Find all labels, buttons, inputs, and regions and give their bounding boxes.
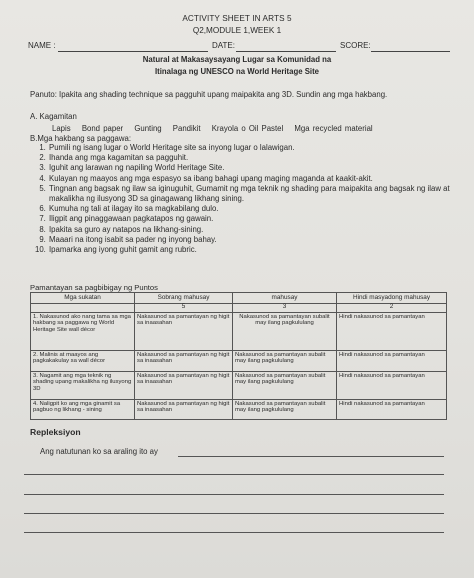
rubric-table [30, 292, 447, 420]
table-row [31, 312, 447, 350]
name-field-line[interactable] [58, 51, 208, 52]
rubric-cell: Hindi nakasunod sa pamantayan [337, 371, 447, 399]
rubric-criterion: 1. Nakasunod ako nang tama sa mga hakbang sa paggawa ng World Heritage Site wall décor [31, 312, 135, 350]
section-a-label: A. Kagamitan [30, 112, 77, 121]
reflection-heading: Repleksiyon [30, 427, 81, 437]
sheet-subtitle: Q2,MODULE 1,WEEK 1 [192, 26, 282, 35]
reflection-prompt: Ang natutunan ko sa araling ito ay [40, 447, 158, 456]
date-label: DATE: [212, 41, 235, 50]
answer-line[interactable] [24, 532, 444, 533]
rubric-cell: Hindi nakasunod sa pamantayan [337, 312, 447, 350]
step-item: 1. Pumili ng isang lugar o World Heritage site sa inyong lugar o lalawigan. [48, 143, 474, 153]
rubric-criterion: 4. Naligpit ko ang mga ginamit sa pagbuo ng likhang - sining [31, 399, 135, 419]
rubric-points: 3 [233, 303, 337, 312]
section-b-label: B.Mga hakbang sa paggawa: [30, 134, 131, 143]
step-item: 10. Ipamarka ang iyong guhit gamit ang rubric. [48, 245, 474, 255]
rubric-cell: Hindi nakasunod sa pamantayan [337, 399, 447, 419]
material-item: Pandikit [172, 124, 201, 133]
steps-list [36, 143, 474, 255]
score-field-line[interactable] [371, 51, 450, 52]
rubric-points: 5 [135, 303, 233, 312]
topic-line-1: Natural at Makasaysayang Lugar sa Komunidad na [142, 55, 332, 64]
answer-line[interactable] [24, 513, 444, 514]
answer-line[interactable] [24, 474, 444, 475]
name-label: NAME : [28, 41, 56, 50]
answer-line[interactable] [24, 494, 444, 495]
table-row [31, 371, 447, 399]
step-item: 6. Kumuha ng tali at ilagay ito sa magkabilang dulo. [48, 204, 474, 214]
rubric-points-row [31, 303, 447, 312]
step-item: 4. Kulayan ng maayos ang mga espasyo sa ibang bahagi upang maging maganda at kaakit-akit. [48, 174, 474, 184]
material-item: Gunting [134, 124, 162, 133]
step-item: 3. Iguhit ang larawan ng napiling World Heritage Site. [48, 163, 474, 173]
rubric-header: Sobrang mahusay [135, 293, 233, 304]
rubric-header-row [31, 293, 447, 304]
date-field-line[interactable] [236, 51, 336, 52]
rubric-label: Pamantayan sa pagbibigay ng Puntos [30, 283, 158, 292]
rubric-cell: Nakasunod sa pamantayan subalit may ilang pagkululang [233, 350, 337, 371]
table-row [31, 350, 447, 371]
rubric-criterion: 3. Nagamit ang mga teknik ng shading upang makalikha ng ilusyong 3D [31, 371, 135, 399]
material-item: Bond paper [81, 124, 124, 133]
rubric-header: mahusay [233, 293, 337, 304]
answer-line[interactable] [178, 456, 444, 457]
rubric-header: Mga sukatan [31, 293, 135, 304]
score-label: SCORE: [340, 41, 371, 50]
rubric-cell: Nakasunod sa pamantayan ng higit sa inaasahan [135, 312, 233, 350]
rubric-cell: Hindi nakasunod sa pamantayan [337, 350, 447, 371]
rubric-cell: Nakasunod sa pamantayan ng higit sa inaasahan [135, 371, 233, 399]
rubric-points: 2 [337, 303, 447, 312]
step-item: 2. Ihanda ang mga kagamitan sa pagguhit. [48, 153, 474, 163]
rubric-cell: Nakasunod sa pamantayan subalit may ilang pagkululang [233, 371, 337, 399]
step-item: 5. Tingnan ang bagsak ng ilaw sa iginuguhit, Gumamit ng mga teknik ng shading para maipakita ang bagsak ng ilaw at makalikha ng ilusyong 3D sa ginagawang likhang sining. [48, 184, 474, 204]
rubric-points [31, 303, 135, 312]
materials-list [52, 124, 381, 133]
instructions: Panuto: Ipakita ang shading technique sa pagguhit upang maipakita ang 3D. Sundin ang mga hakbang. [30, 90, 388, 99]
rubric-cell: Nakasunod sa pamantayan subalit may ilang pagkululang [233, 399, 337, 419]
material-item: Mga recycled material [294, 124, 373, 133]
material-item: Lapis [52, 124, 71, 133]
rubric-cell: Nakasunod sa pamantayan subalit may ilang pagkululang [233, 312, 337, 350]
table-row [31, 399, 447, 419]
topic-line-2: Itinalaga ng UNESCO na World Heritage Site [154, 67, 320, 76]
rubric-cell: Nakasunod sa pamantayan ng higit sa inaasahan [135, 350, 233, 371]
student-info-row [28, 41, 450, 53]
material-item: Krayola o Oil Pastel [211, 124, 284, 133]
step-item: 7. Iligpit ang pinaggawaan pagkatapos ng gawain. [48, 214, 474, 224]
sheet-title: ACTIVITY SHEET IN ARTS 5 [182, 14, 292, 23]
step-item: 8. Ipakita sa guro ay natapos na likhang-sining. [48, 225, 474, 235]
rubric-criterion: 2. Malinis at maayos ang pagkakakulay sa wall décor [31, 350, 135, 371]
rubric-cell: Nakasunod sa pamantayan ng higit sa inaasahan [135, 399, 233, 419]
step-item: 9. Maaari na itong isabit sa pader ng inyong bahay. [48, 235, 474, 245]
rubric-header: Hindi masyadong mahusay [337, 293, 447, 304]
